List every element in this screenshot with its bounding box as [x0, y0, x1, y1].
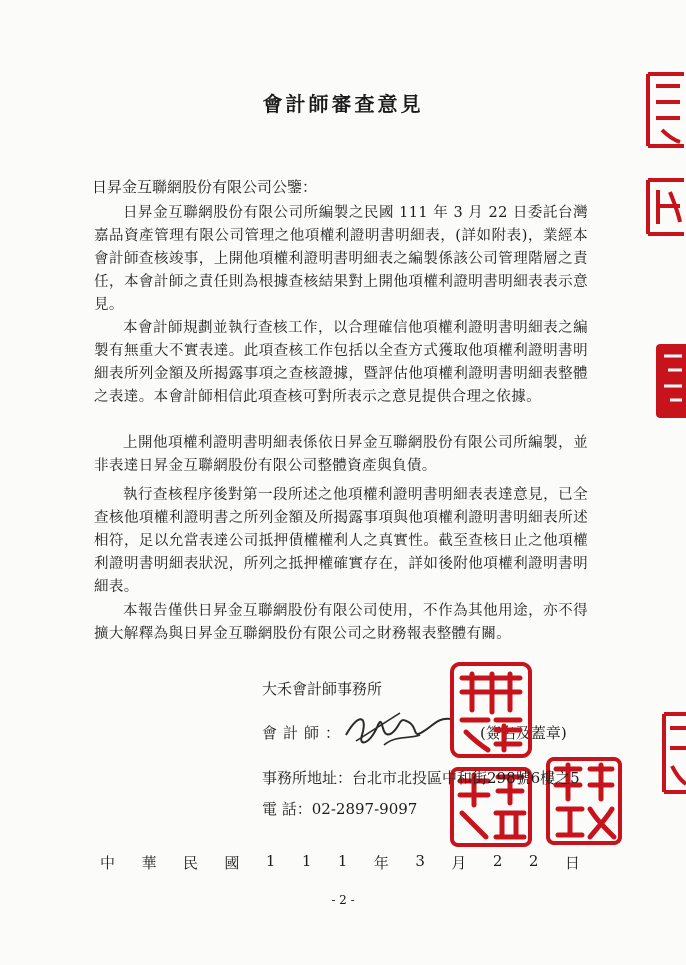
date-char: 1 — [265, 852, 276, 870]
firm-name: 大禾會計師事務所 — [262, 680, 383, 698]
date-char: 年 — [373, 854, 389, 872]
edge-seal-icon-3 — [652, 340, 686, 422]
page-title: 會計師審查意見 — [262, 92, 424, 116]
report-date — [100, 852, 580, 873]
sign-note: (簽名及蓋章) — [480, 724, 567, 742]
paragraph-4: 執行查核程序後對第一段所述之他項權利證明書明細表表達意見，已全查核他項權利證明書之所列金額及所揭露事項與他項權利證明書明細表所述相符，足以允當表達公司抵押債權權利人之真實性。截至查核日止之他項權利證明書明細表狀況，所列之抵押權確實存在，詳如後附他項權利證明書明細表。 — [94, 487, 588, 595]
paragraph-5: 本報告僅供日昇金互聯網股份有限公司使用，不作為其他用途，亦不得擴大解釋為與日昇金互聯網股份有限公司之財務報表整體有關。 — [94, 603, 588, 642]
paragraph-3: 上開他項權利證明書明細表係依日昇金互聯網股份有限公司所編製，並非表達日昇金互聯網股份有限公司整體資產與負債。 — [94, 435, 588, 474]
edge-seal-icon-2 — [644, 176, 686, 238]
page-number: - 2 - — [331, 893, 355, 907]
date-char: 3 — [415, 852, 425, 870]
date-char: 國 — [224, 854, 240, 872]
paragraph-2: 本會計師規劃並執行查核工作，以合理確信他項權利證明書明細表之編製有無重大不實表達。此項查核工作包括以全查方式獲取他項權利證明書明細表所列金額及所揭露事項之查核證據，暨評估他項權利證明書明細表整體之表達。本會計師相信此項查核可對所表示之意見提供合理之依據。 — [94, 320, 588, 405]
signature-icon — [340, 705, 460, 751]
date-char: 民 — [182, 854, 198, 872]
addressee: 日昇金互聯網股份有限公司公鑒： — [92, 178, 318, 196]
edge-seal-icon-4 — [660, 708, 686, 798]
date-char: 2 — [492, 852, 503, 870]
date-char: 1 — [337, 852, 348, 870]
firm-seal-icon — [448, 660, 534, 760]
date-char: 2 — [528, 852, 539, 870]
paragraph-1: 日昇金互聯網股份有限公司所編製之民國 111 年 3 月 22 日委託台灣嘉品資產管理有限公司管理之他項權利證明書明細表，(詳如附表)，業經本會計師查核竣事，上開他項權利證明書明細表之編製係該公司管理階層之責任，本會計師之責任則為根據查核結果對上開他項權利證明書明細表表示意見。 — [94, 205, 588, 313]
cpa-label: 會計師： — [262, 724, 347, 742]
date-char: 中 — [100, 854, 116, 872]
firm-address: 事務所地址：台北市北投區中和街298號6樓之5 — [262, 769, 580, 787]
date-char: 日 — [564, 854, 580, 872]
date-char: 1 — [301, 852, 312, 870]
edge-seal-icon-1 — [644, 66, 686, 152]
date-char: 華 — [141, 854, 157, 872]
firm-phone: 電 話：02-2897-9097 — [262, 800, 418, 818]
date-char: 月 — [451, 854, 467, 872]
